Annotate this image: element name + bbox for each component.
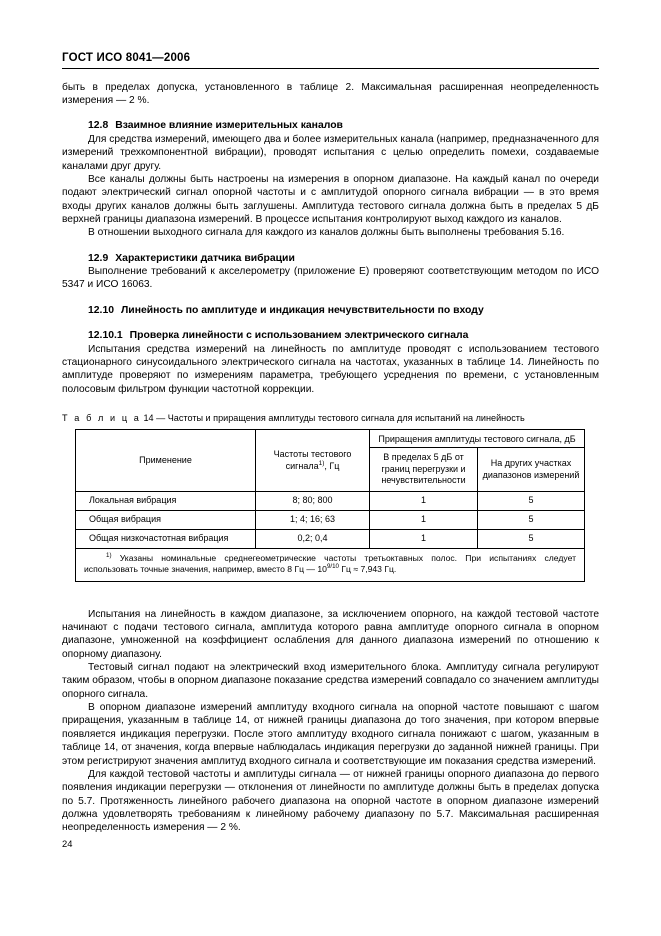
header-within-5db: В пределах 5 дБ от границ перегрузки и нечувствительности — [370, 448, 478, 492]
clause-title-12-8: Взаимное влияние измерительных каналов — [115, 120, 343, 132]
paragraph-after-table-1: Испытания на линейность в каждом диапазоне, за исключением опорного, на каждой тестовой частоте начинают с подачи тестового сигнала, амплитуда которого равна амплитуде опорного сигнала в опорном диапазоне, умноженной на коэффициент ослабления для данного диапазона измерений по отношению к опорному диапазону. — [62, 608, 599, 660]
page-header — [62, 52, 599, 69]
page-number: 24 — [62, 838, 73, 849]
clause-number-12-10: 12.10 — [88, 304, 115, 316]
header-rule — [62, 68, 599, 69]
header-frequencies-unit: , Гц — [324, 460, 340, 471]
paragraph-12-9-1: Выполнение требований к акселерометру (приложение Е) проверяют соответствующим методом по ИСО 5347 и ИСО 16063. — [62, 266, 599, 291]
clause-number-12-9: 12.9 — [88, 252, 109, 264]
cell-other-ranges: 5 — [478, 529, 585, 548]
paragraph-12-8-3: В отношении выходного сигнала для каждого из каналов должны быть выполнены требования 5.16. — [88, 227, 565, 239]
header-increments-group: Приращения амплитуды тестового сигнала, дБ — [370, 430, 585, 448]
cell-other-ranges: 5 — [478, 510, 585, 529]
footnote-exponent: 9/10 — [326, 563, 339, 571]
table-caption-label: Т а б л и ц а — [62, 413, 141, 424]
table-row — [76, 529, 585, 548]
cell-within-5db: 1 — [370, 510, 478, 529]
footnote-text-after: Гц ≈ 7,943 Гц. — [339, 564, 397, 575]
standard-title: ГОСТ ИСО 8041—2006 — [62, 52, 191, 64]
table-caption — [62, 412, 599, 424]
paragraph-continued: быть в пределах допуска, установленного в таблице 2. Максимальная расширенная неопределенность измерения — 2 %. — [62, 81, 599, 106]
clause-number-12-10-1: 12.10.1 — [88, 330, 123, 342]
clause-title-12-10-1: Проверка линейности с использованием электрического сигнала — [129, 330, 469, 342]
header-frequencies-footnote-marker: 1) — [318, 459, 325, 467]
cell-within-5db: 1 — [370, 529, 478, 548]
header-application: Применение — [76, 430, 256, 492]
table-caption-number: 14 — [143, 413, 154, 424]
paragraph-12-8-1: Для средства измерений, имеющего два и более измерительных канала (например, предназначенного для измерений трехкомпонентной вибрации), проводят испытания с целью определить помехи, создаваемые каналами друг другу. — [62, 133, 599, 172]
paragraph-after-table-2: Тестовый сигнал подают на электрический вход измерительного блока. Амплитуду сигнала регулируют таким образом, чтобы в опорном диапазоне показание средства измерений совпадало со значением амплитуды опорного сигнала. — [62, 662, 599, 700]
paragraph-12-8-2: Все каналы должны быть настроены на измерения в опорном диапазоне. На каждый канал по очереди подают электрический сигнал опорной частоты и с амплитудой опорного сигнала вибрации — в это время входы других каналов должны быть заглушены. Амплитуда тестового сигнала должна быть в пределах 5 дБ верхней границы диапазона измерений. В процессе испытания контролируют выход каждого из каналов. — [62, 173, 599, 225]
table-header-row-1 — [76, 430, 585, 448]
cell-frequencies: 1; 4; 16; 63 — [256, 510, 370, 529]
table-footnote — [76, 548, 585, 581]
table-footnote-row — [76, 548, 585, 581]
paragraph-after-table-4: Для каждой тестовой частоты и амплитуды сигнала — от нижней границы опорного диапазона до первого появления индикации перегрузки — отклонения от линейности по амплитуде должны быть в пределах допуска по 5.7. Протяженность линейного рабочего диапазона на опорной частоте в опорном диапазоне измерений должна удовлетворять требованиям к линейному рабочему диапазону по 5.7. Максимальная расширенная неопределенность измерения — 2 %. — [62, 768, 599, 834]
paragraph-after-table-3: В опорном диапазоне измерений амплитуду входного сигнала на опорной частоте повышают с шагом приращения, указанным в таблице 14, от нижней границы диапазона до того значения, при котором впервые появляется индикация перегрузки. После этого амплитуду входного сигнала понижают с шагом, указанным в таблице 14, от значения, когда впервые наблюдалась индикация перегрузки до заданной нижней границы. При этом регистрируют значения амплитуд входного сигнала и соответствующие им показания средства измерений. — [62, 702, 599, 767]
clause-number-12-8: 12.8 — [88, 120, 109, 132]
table-row — [76, 491, 585, 510]
clause-title-12-10: Линейность по амплитуде и индикация нечувствительности по входу — [121, 304, 484, 316]
clause-heading-12-10 — [62, 304, 599, 318]
page-content — [62, 0, 599, 835]
paragraph-12-10-1-1: Испытания средства измерений на линейность по амплитуде проводят с использованием тестового стационарного синусоидального электрического сигнала на частотах, указанных в таблице 14. Линейность по амплитуде проверяют по измерениям параметра, требующего усреднения по времени, с установленным полосовым фильтром функции частотной коррекции. — [62, 343, 599, 395]
cell-frequencies: 0,2; 0,4 — [256, 529, 370, 548]
table-row — [76, 510, 585, 529]
cell-other-ranges: 5 — [478, 491, 585, 510]
table-body — [76, 491, 585, 581]
clause-heading-12-10-1 — [62, 329, 599, 343]
table-caption-text: — Частоты и приращения амплитуды тестового сигнала для испытаний на линейность — [156, 413, 525, 424]
cell-application: Общая низкочастотная вибрация — [76, 529, 256, 548]
header-other-ranges: На других участках диапазонов измерений — [478, 448, 585, 492]
cell-application: Локальная вибрация — [76, 491, 256, 510]
cell-within-5db: 1 — [370, 491, 478, 510]
header-frequencies-text: Частоты тестового сигнала — [273, 448, 352, 471]
header-frequencies — [256, 430, 370, 492]
cell-application: Общая вибрация — [76, 510, 256, 529]
footnote-text-before: Указаны номинальные среднегеометрические частоты третьоктавных полос. При испытаниях следует использовать точные значения, например, вместо 8 Гц — 10 — [84, 552, 576, 575]
clause-heading-12-9 — [62, 252, 599, 266]
clause-heading-12-8 — [62, 119, 599, 133]
clause-title-12-9: Характеристики датчика вибрации — [115, 252, 295, 264]
table-14 — [75, 429, 585, 582]
footnote-marker: 1) — [106, 552, 112, 560]
table-head — [76, 430, 585, 492]
cell-frequencies: 8; 80; 800 — [256, 491, 370, 510]
